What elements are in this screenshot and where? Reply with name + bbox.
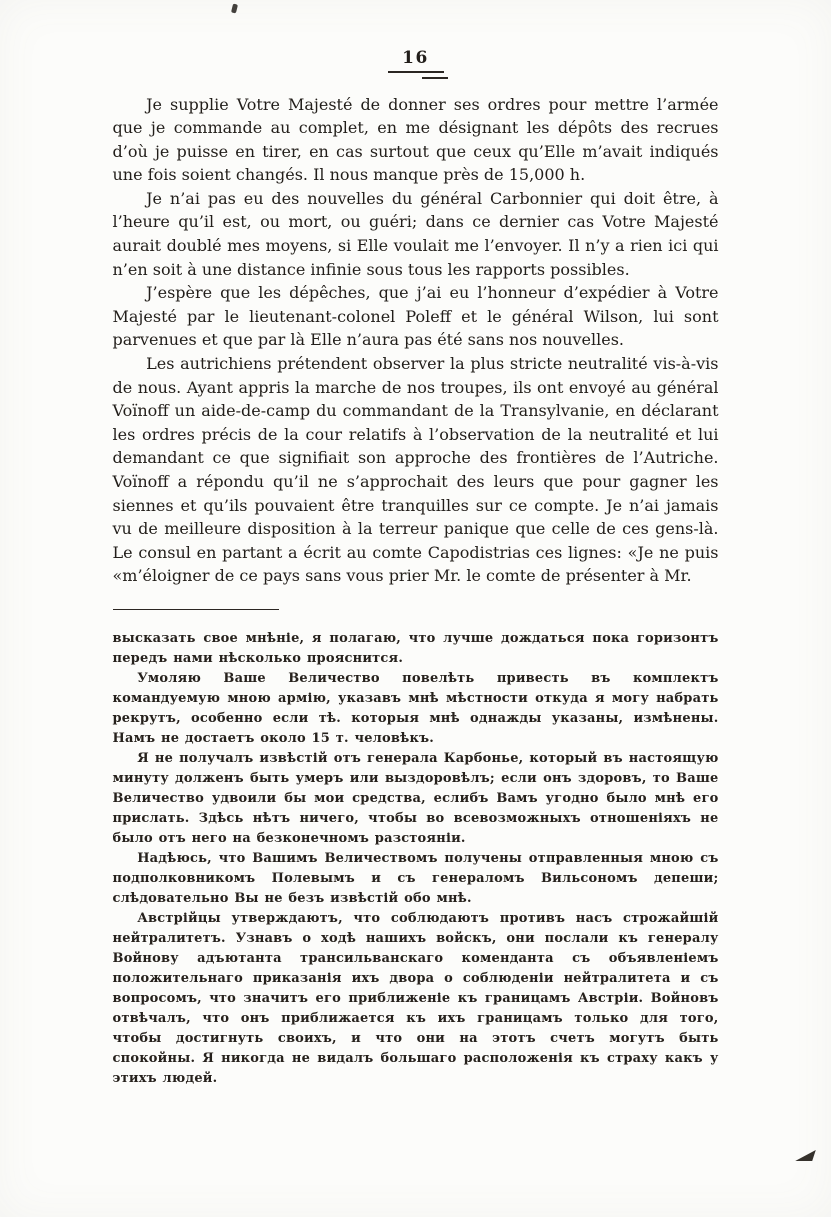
footnote-paragraph: Умоляю Ваше Величество повелѣть привесть въ комплектъ командуемую мною армію, указавъ мнѣ мѣстности откуда я могу набрать рекрутъ, особенно если тѣ. которыя мнѣ однажды указаны, измѣнены. Намъ не достаетъ около 15 т. человѣкъ. — [112, 671, 719, 747]
french-paragraph: Je supplie Votre Majesté de donner ses ordres pour mettre l’armée que je commande au complet, en me désignant les dépôts des recrues d’où je puisse en tirer, en cas surtout que ceux qu’Elle m’avait indiqués une fois soient changés. Il nous manque près de 15,000 h. — [112, 94, 719, 185]
scan-corner-artifact — [795, 1150, 816, 1161]
page-number-rule — [388, 71, 444, 73]
french-paragraph: Je n’ai pas eu des nouvelles du général Carbonnier qui doit être, à l’heure qu’il est, ou mort, ou guéri; dans ce dernier cas Votre Majesté aurait doublé mes moyens, si Elle voulait me l’envoyer. Il n’y a rien ici qui n’en soit à une distance infinie sous tous les rapports possibles. — [112, 188, 719, 279]
footnote-paragraph: Австрійцы утверждаютъ, что соблюдаютъ противъ насъ строжайшій нейтралитетъ. Узнавъ о ходѣ нашихъ войскъ, они послали къ генералу Войнову адъютанта трансильванскаго коменданта съ объявленіемъ положительнаго приказанія ихъ двора о соблюденіи нейтралитета и съ вопросомъ, что значитъ его приближеніе къ границамъ Австріи. Войновъ отвѣчалъ, что онъ приближается къ ихъ границамъ только для того, чтобы достигнуть своихъ, и что они на этотъ счетъ могутъ быть спокойны. Я никогда не видалъ большаго расположенія къ страху какъ у этихъ людей. — [112, 911, 719, 1087]
page-number-ornament — [380, 71, 452, 79]
footnote-separator — [113, 609, 279, 611]
page-header — [113, 0, 719, 79]
page-number-rule-small — [422, 77, 448, 79]
footnote-paragraph: Я не получалъ извѣстій отъ генерала Карбонье, который въ настоящую минуту долженъ быть умеръ или выздоровѣлъ; если онъ здоровъ, то Ваше Величество удвоили бы мои средства, еслибъ Вамъ угодно было мнѣ его прислать. Здѣсь нѣтъ ничего, чтобы во всевозможныхъ отношеніяхъ не было отъ него на безконечномъ разстояніи. — [112, 751, 719, 847]
main-text-french — [113, 93, 719, 588]
page-number: 16 — [402, 48, 429, 68]
french-paragraph: Les autrichiens prétendent observer la plus stricte neutralité vis-à-vis de nous. Ayant appris la marche de nos troupes, ils ont envoyé au général Voïnoff un aide-de-camp du commandant de la Transylvanie, en déclarant les ordres précis de la cour relatifs à l’observation de la neutralité et lui demandant ce que signifiait son approche des frontières de l’Autriche. Voïnoff a répondu qu’il ne s’approchait des leurs que pour gagner les siennes et qu’ils pouvaient être tranquilles sur ce compte. Je n’ai jamais vu de meilleure disposition à la terreur panique que celle de ces gens-là. Le consul en partant a écrit au comte Capodistrias ces lignes: «Je ne puis «m’éloigner de ce pays sans vous prier Mr. le comte de présenter à Mr. — [112, 354, 719, 586]
footnote-paragraph: Надѣюсь, что Вашимъ Величествомъ получены отправленныя мною съ подполковникомъ Полевымъ и съ генераломъ Вильсономъ депеши; слѣдовательно Вы не безъ извѣстій обо мнѣ. — [112, 851, 719, 907]
page-content — [113, 0, 719, 1089]
footnote-paragraph: высказать свое мнѣніе, я полагаю, что лучше дождаться пока горизонтъ передъ нами нѣсколько прояснится. — [112, 631, 719, 667]
french-paragraph: J’espère que les dépêches, que j’ai eu l’honneur d’expédier à Votre Majesté par le lieutenant-colonel Poleff et le général Wilson, lui sont parvenues et que par là Elle n’aura pas été sans nos nouvelles. — [112, 283, 719, 350]
footnote-russian — [113, 629, 719, 1089]
